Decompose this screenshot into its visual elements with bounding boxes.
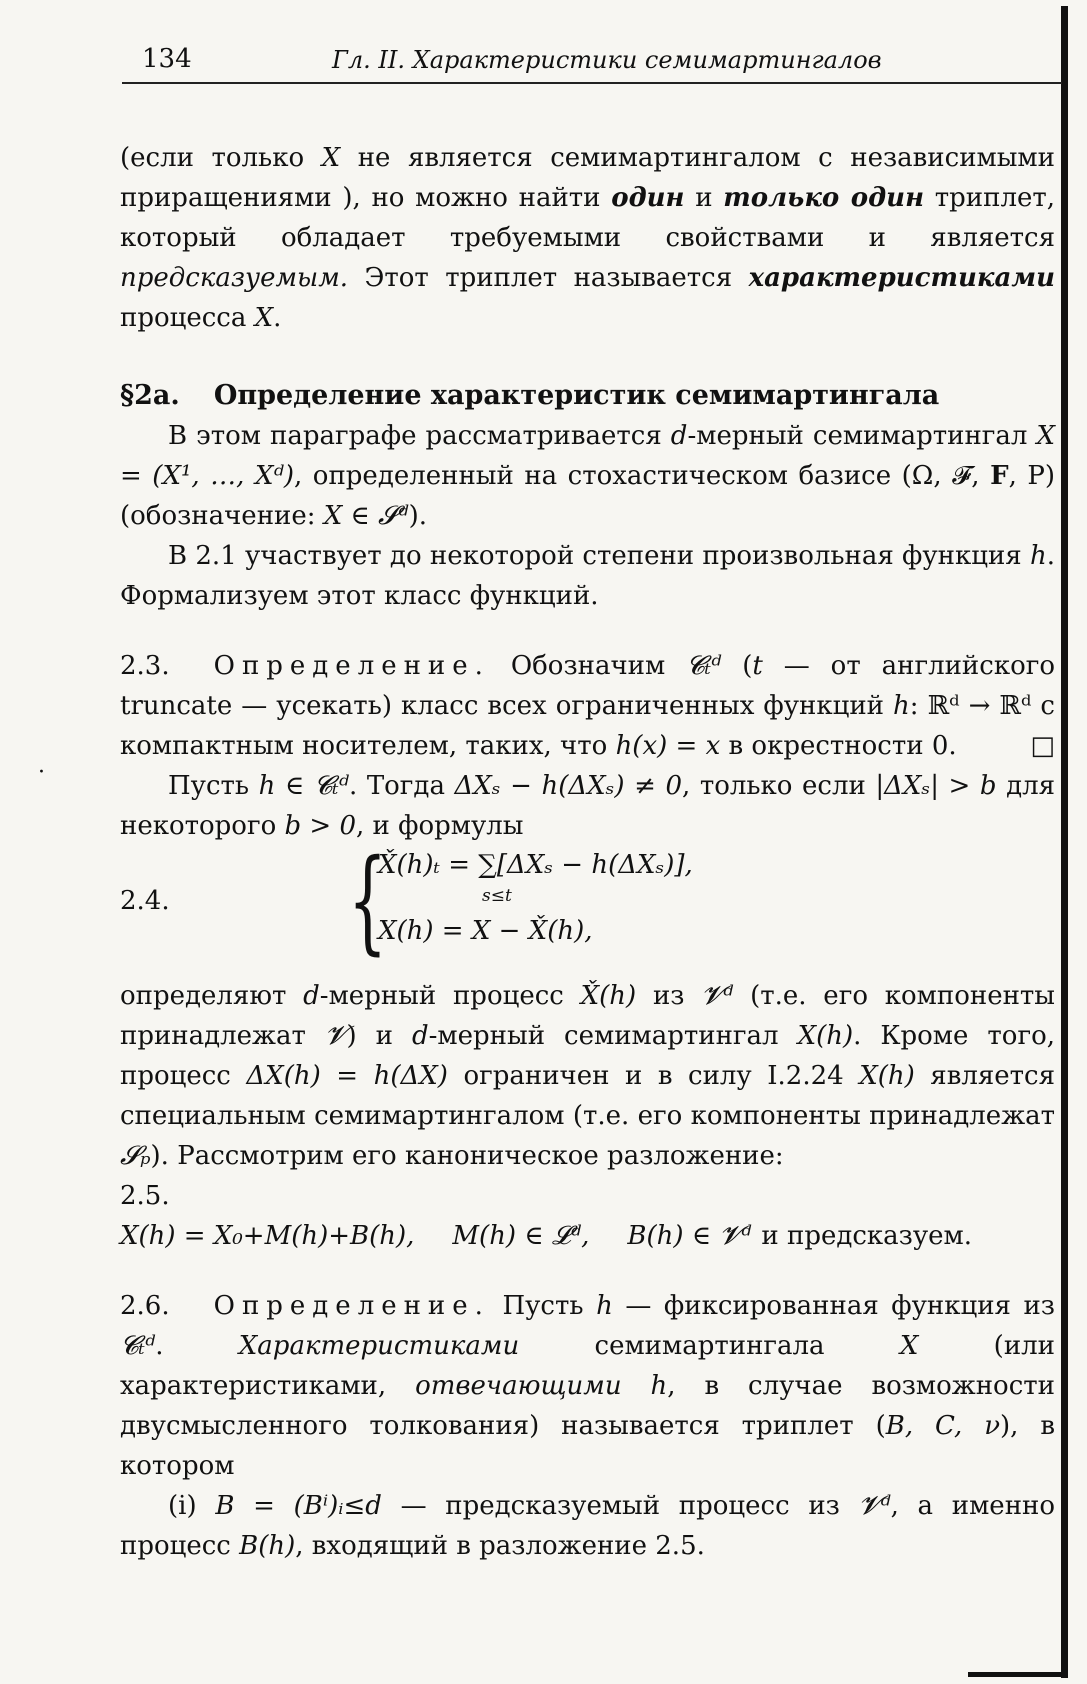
page-header bbox=[122, 44, 1062, 84]
formula-2-4 bbox=[120, 836, 1055, 968]
paragraph-special: определяют d-мерный процесс X̌(h) из 𝓥ᵈ (т.е. его компоненты принадлежат 𝓥) и d-мерный семимартингал X(h). Кроме того, процесс ΔX(h) = h(ΔX) ограничен и в силу I.2.24 X(h) является специальным семимартингалом (т.е. его компоненты принадлежат 𝓢ₚ). Рассмотрим его каноническое разложение: bbox=[120, 981, 1055, 1171]
left-brace: { bbox=[348, 836, 388, 966]
page-number: 134 bbox=[142, 44, 192, 74]
definition-2-6: 2.6. Определение. Пусть h — фиксированная функция из 𝓒ₜᵈ. Характеристиками семимартингала X (или характеристиками, отвечающими h, в случае возможности двусмысленного толкования) называется триплет (B, C, ν), в котором bbox=[120, 1291, 1056, 1481]
margin-speck: · bbox=[38, 760, 45, 785]
definition-2-3: 2.3. Определение. Обозначим 𝓒ₜᵈ (t — от английского truncate — усекать) класс всех ограниченных функций h: ℝᵈ → ℝᵈ с компактным носителем, таких, что h(x) = x в окрестности 0. □ bbox=[120, 646, 1055, 766]
formula-line-1: X̌(h)ₜ = ∑[ΔXₛ − h(ΔXₛ)], bbox=[378, 850, 693, 880]
running-title: Гл. II. Характеристики семимартингалов bbox=[332, 46, 882, 74]
paragraph-setup: В этом параграфе рассматривается d-мерный семимартингал X = (X¹, …, Xᵈ), определенный на стохастическом базисе (Ω, 𝓕, F, P) (обозначение: X ∈ 𝓢ᵈ). bbox=[120, 421, 1055, 531]
formula-line-2: X(h) = X − X̌(h), bbox=[378, 916, 593, 946]
item-i: (i) B = (Bⁱ)ᵢ≤d — предсказуемый процесс из 𝓥ᵈ, а именно процесс B(h), входящий в разложение 2.5. bbox=[120, 1491, 1056, 1561]
section-heading: §2а. Определение характеристик семимартингала bbox=[120, 380, 940, 411]
header-rule bbox=[122, 82, 1062, 84]
paragraph-intro: (если только X не является семимартингалом с независимыми приращениями ), но можно найти один и только один триплет, который обладает требуемыми свойствами и является предсказуемым. Этот триплет называется характеристиками процесса X. bbox=[120, 143, 1055, 333]
page-body bbox=[120, 138, 1055, 1566]
scan-edge-bottom bbox=[968, 1672, 1068, 1677]
qed-square: □ bbox=[1030, 731, 1055, 761]
paragraph-function-class: В 2.1 участвует до некоторой степени произвольная функция h. Формализуем этот класс функций. bbox=[120, 541, 1055, 611]
sum-subscript: s≤t bbox=[482, 886, 512, 906]
formula-label: 2.4. bbox=[120, 886, 170, 916]
paragraph-jumps: Пусть h ∈ 𝓒ₜᵈ. Тогда ΔXₛ − h(ΔXₛ) ≠ 0, только если |ΔXₛ| > b для некоторого b > 0, и формулы bbox=[120, 771, 1056, 841]
formula-2-5: X(h) = X₀+M(h)+B(h), M(h) ∈ 𝓛ᵈ, B(h) ∈ 𝓥ᵈ и предсказуем. bbox=[120, 1221, 973, 1251]
scan-edge-bar bbox=[1061, 6, 1068, 1678]
formula-2-5-label: 2.5. bbox=[120, 1181, 170, 1211]
